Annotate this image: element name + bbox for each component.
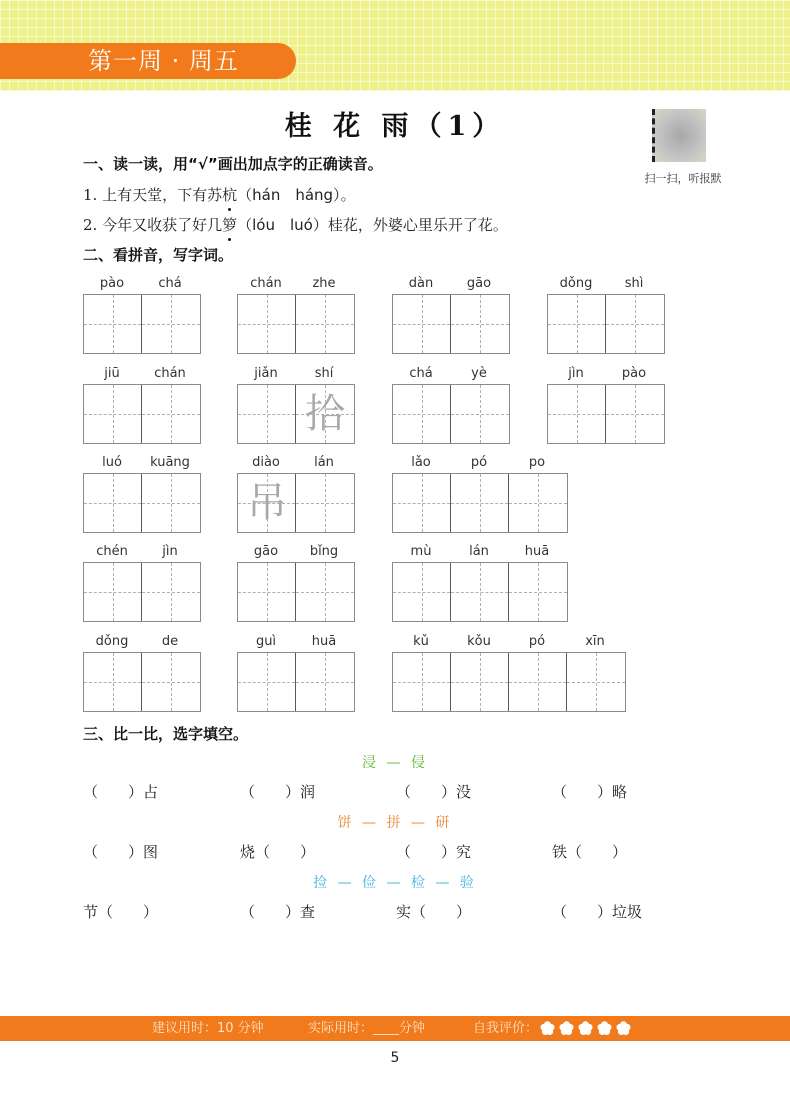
word-grid: [83, 453, 201, 533]
flower-icon[interactable]: [616, 1021, 631, 1036]
fill-blank-item[interactable]: 实（ ）: [396, 903, 472, 921]
fill-row: [83, 781, 723, 803]
writing-cell[interactable]: [238, 653, 296, 711]
pinyin-label: jiū: [104, 366, 120, 381]
question-1: [83, 184, 356, 205]
hint-char: 拾: [305, 391, 345, 437]
pinyin-label: luó: [102, 455, 122, 470]
writing-cell[interactable]: [548, 385, 606, 443]
week-label: 第一周 · 周五: [0, 43, 296, 79]
qr-caption: 扫一扫，听报默: [644, 172, 722, 185]
fill-blank-item[interactable]: 节（ ）: [83, 903, 159, 921]
pinyin-label: pào: [621, 366, 647, 381]
writing-cell[interactable]: [296, 385, 354, 443]
word-grid: [392, 274, 510, 354]
pinyin-label: zhe: [312, 276, 336, 291]
writing-cell[interactable]: [142, 474, 200, 532]
fill-blank-item[interactable]: （ ）查: [240, 903, 316, 921]
word-grid: [237, 632, 355, 712]
writing-cells: [547, 384, 665, 444]
writing-cell[interactable]: [393, 295, 451, 353]
writing-cell[interactable]: [509, 474, 567, 532]
dotted-char: 杭: [222, 186, 238, 204]
pinyin-row: [237, 632, 355, 652]
word-grid: [392, 632, 626, 712]
writing-cell[interactable]: [142, 295, 200, 353]
writing-cell[interactable]: [84, 385, 142, 443]
writing-cell[interactable]: [296, 563, 354, 621]
writing-cell[interactable]: [84, 653, 142, 711]
writing-cell[interactable]: [393, 385, 451, 443]
page-number: 5: [390, 1050, 400, 1066]
pronunciation-options[interactable]: （hán háng）: [237, 186, 341, 204]
suggested-time: 建议用时：10 分钟: [152, 1021, 264, 1036]
pinyin-label: kuāng: [150, 455, 190, 470]
word-grid: [83, 542, 201, 622]
writing-cell[interactable]: [84, 295, 142, 353]
question-2: [83, 214, 508, 235]
section2-heading: 二、看拼音，写字词。: [83, 246, 234, 264]
pinyin-label: chán: [250, 276, 282, 291]
word-grid: [392, 364, 510, 444]
writing-cells: [237, 652, 355, 712]
pinyin-label: po: [528, 455, 546, 470]
footer-band: [0, 1016, 790, 1041]
pinyin-label: kǒu: [467, 634, 491, 649]
writing-cells: [547, 294, 665, 354]
pinyin-label: dǒng: [559, 276, 593, 291]
writing-cell[interactable]: [296, 295, 354, 353]
pinyin-label: chén: [96, 544, 128, 559]
writing-cell[interactable]: [142, 385, 200, 443]
pinyin-label: bǐng: [309, 544, 339, 559]
pronunciation-options[interactable]: （lóu luó）: [237, 216, 328, 234]
question-text: 今年又收获了好几: [102, 216, 223, 234]
pinyin-label: xīn: [585, 634, 605, 649]
pinyin-label: yè: [471, 366, 487, 381]
pinyin-label: lán: [314, 455, 334, 470]
pinyin-row: [237, 364, 355, 384]
writing-cell[interactable]: [451, 563, 509, 621]
pinyin-row: [83, 632, 201, 652]
writing-cells: [392, 384, 510, 444]
word-grid: [237, 542, 355, 622]
pinyin-row: [392, 632, 626, 652]
fill-blank-item[interactable]: （ ）润: [240, 783, 316, 801]
pinyin-label: gāo: [466, 276, 492, 291]
pinyin-label: pào: [99, 276, 125, 291]
pinyin-label: pó: [470, 455, 488, 470]
fill-blank-item[interactable]: 铁（ ）: [552, 843, 628, 861]
fill-blank-item[interactable]: （ ）没: [396, 783, 472, 801]
pinyin-row: [83, 542, 201, 562]
word-grid: [83, 364, 201, 444]
pinyin-label: gāo: [253, 544, 279, 559]
hint-char: 吊: [247, 480, 287, 526]
writing-cell[interactable]: [393, 474, 451, 532]
pinyin-label: huā: [311, 634, 337, 649]
question-number: 2.: [83, 216, 98, 234]
writing-cell[interactable]: [238, 474, 296, 532]
word-grid: [237, 364, 355, 444]
fill-blank-item[interactable]: （ ）占: [83, 783, 159, 801]
writing-cell[interactable]: [393, 563, 451, 621]
fill-row: [83, 841, 723, 863]
fill-blank-item[interactable]: （ ）垃圾: [552, 903, 643, 921]
pinyin-label: lǎo: [411, 455, 431, 470]
question-text-end: 。: [340, 186, 356, 204]
writing-cell[interactable]: [296, 474, 354, 532]
pinyin-row: [237, 274, 355, 294]
writing-cells: [392, 473, 568, 533]
writing-cell[interactable]: [606, 295, 664, 353]
pinyin-label: chá: [409, 366, 433, 381]
fill-blank-item[interactable]: 烧（ ）: [240, 843, 316, 861]
writing-cell[interactable]: [451, 474, 509, 532]
dotted-char: 箩: [222, 216, 238, 234]
compare-chars: 饼 — 拼 — 研: [337, 815, 453, 831]
page-title: 桂 花 雨（1）: [284, 111, 506, 142]
writing-cell[interactable]: [451, 653, 509, 711]
question-text: 上有天堂，下有苏: [102, 186, 223, 204]
pinyin-label: jìn: [568, 366, 584, 381]
writing-cell[interactable]: [451, 385, 509, 443]
pinyin-row: [237, 542, 355, 562]
pinyin-row: [547, 364, 665, 384]
writing-cells: [83, 473, 201, 533]
writing-cell[interactable]: [606, 385, 664, 443]
writing-cell[interactable]: [238, 563, 296, 621]
writing-cells: [83, 562, 201, 622]
word-grid: [547, 274, 665, 354]
writing-cells: [83, 384, 201, 444]
writing-cells: [392, 562, 568, 622]
pinyin-row: [392, 542, 568, 562]
pinyin-row: [392, 364, 510, 384]
pinyin-row: [547, 274, 665, 294]
actual-time[interactable]: 实际用时：____分钟: [308, 1021, 426, 1036]
pinyin-label: mù: [410, 544, 432, 559]
writing-cells: [392, 294, 510, 354]
pinyin-row: [392, 274, 510, 294]
word-grid: [83, 632, 201, 712]
fill-row: [83, 901, 723, 923]
writing-cells: [83, 652, 201, 712]
writing-cells: [237, 294, 355, 354]
section1-heading: 一、读一读，用“√”画出加点字的正确读音。: [83, 155, 383, 173]
word-grid: [547, 364, 665, 444]
fill-blank-item[interactable]: （ ）略: [552, 783, 628, 801]
writing-cell[interactable]: [238, 295, 296, 353]
word-grid: [237, 274, 355, 354]
question-text-end: 桂花，外婆心里乐开了花。: [327, 216, 508, 234]
section3-heading: 三、比一比，选字填空。: [83, 725, 249, 743]
pinyin-label: lán: [469, 544, 489, 559]
writing-cells: [83, 294, 201, 354]
pinyin-label: diào: [252, 455, 280, 470]
header-band: [0, 0, 790, 91]
writing-cell[interactable]: [142, 653, 200, 711]
pinyin-label: pó: [528, 634, 546, 649]
pinyin-row: [83, 364, 201, 384]
flower-icon[interactable]: [540, 1021, 555, 1036]
writing-cells: [237, 384, 355, 444]
pinyin-row: [392, 453, 568, 473]
flower-icon[interactable]: [559, 1021, 574, 1036]
pinyin-label: chá: [158, 276, 182, 291]
fill-blank-item[interactable]: （ ）图: [83, 843, 159, 861]
pinyin-label: jiǎn: [254, 366, 278, 381]
writing-cell[interactable]: [296, 653, 354, 711]
word-grid: [83, 274, 201, 354]
writing-cell[interactable]: [509, 653, 567, 711]
compare-chars: 浸 — 侵: [362, 755, 428, 771]
pinyin-label: huā: [524, 544, 550, 559]
writing-cell[interactable]: [238, 385, 296, 443]
writing-cells: [237, 562, 355, 622]
pinyin-label: de: [161, 634, 179, 649]
pinyin-label: guì: [255, 634, 277, 649]
writing-cell[interactable]: [548, 295, 606, 353]
writing-cells: [237, 473, 355, 533]
fill-blank-item[interactable]: （ ）究: [396, 843, 472, 861]
pinyin-label: kǔ: [413, 634, 429, 649]
question-number: 1.: [83, 186, 98, 204]
word-grid: [392, 453, 568, 533]
writing-cell[interactable]: [451, 295, 509, 353]
pinyin-row: [83, 453, 201, 473]
writing-cell[interactable]: [393, 653, 451, 711]
pinyin-label: jìn: [162, 544, 178, 559]
writing-cell[interactable]: [84, 563, 142, 621]
word-grid: [237, 453, 355, 533]
qr-code-icon[interactable]: [652, 109, 706, 162]
pinyin-row: [83, 274, 201, 294]
writing-cells: [392, 652, 626, 712]
flower-icon[interactable]: [578, 1021, 593, 1036]
flower-icon[interactable]: [597, 1021, 612, 1036]
pinyin-label: dàn: [408, 276, 434, 291]
pinyin-row: [237, 453, 355, 473]
compare-chars: 捡 — 俭 — 检 — 验: [313, 875, 477, 891]
word-grid: [392, 542, 568, 622]
pinyin-label: shì: [624, 276, 644, 291]
self-rating[interactable]: [540, 1021, 631, 1036]
writing-cell[interactable]: [142, 563, 200, 621]
self-rating-label: 自我评价：: [473, 1021, 539, 1036]
writing-cell[interactable]: [567, 653, 625, 711]
pinyin-label: shí: [314, 366, 334, 381]
writing-cell[interactable]: [509, 563, 567, 621]
pinyin-label: dǒng: [95, 634, 129, 649]
pinyin-label: chán: [154, 366, 186, 381]
writing-cell[interactable]: [84, 474, 142, 532]
